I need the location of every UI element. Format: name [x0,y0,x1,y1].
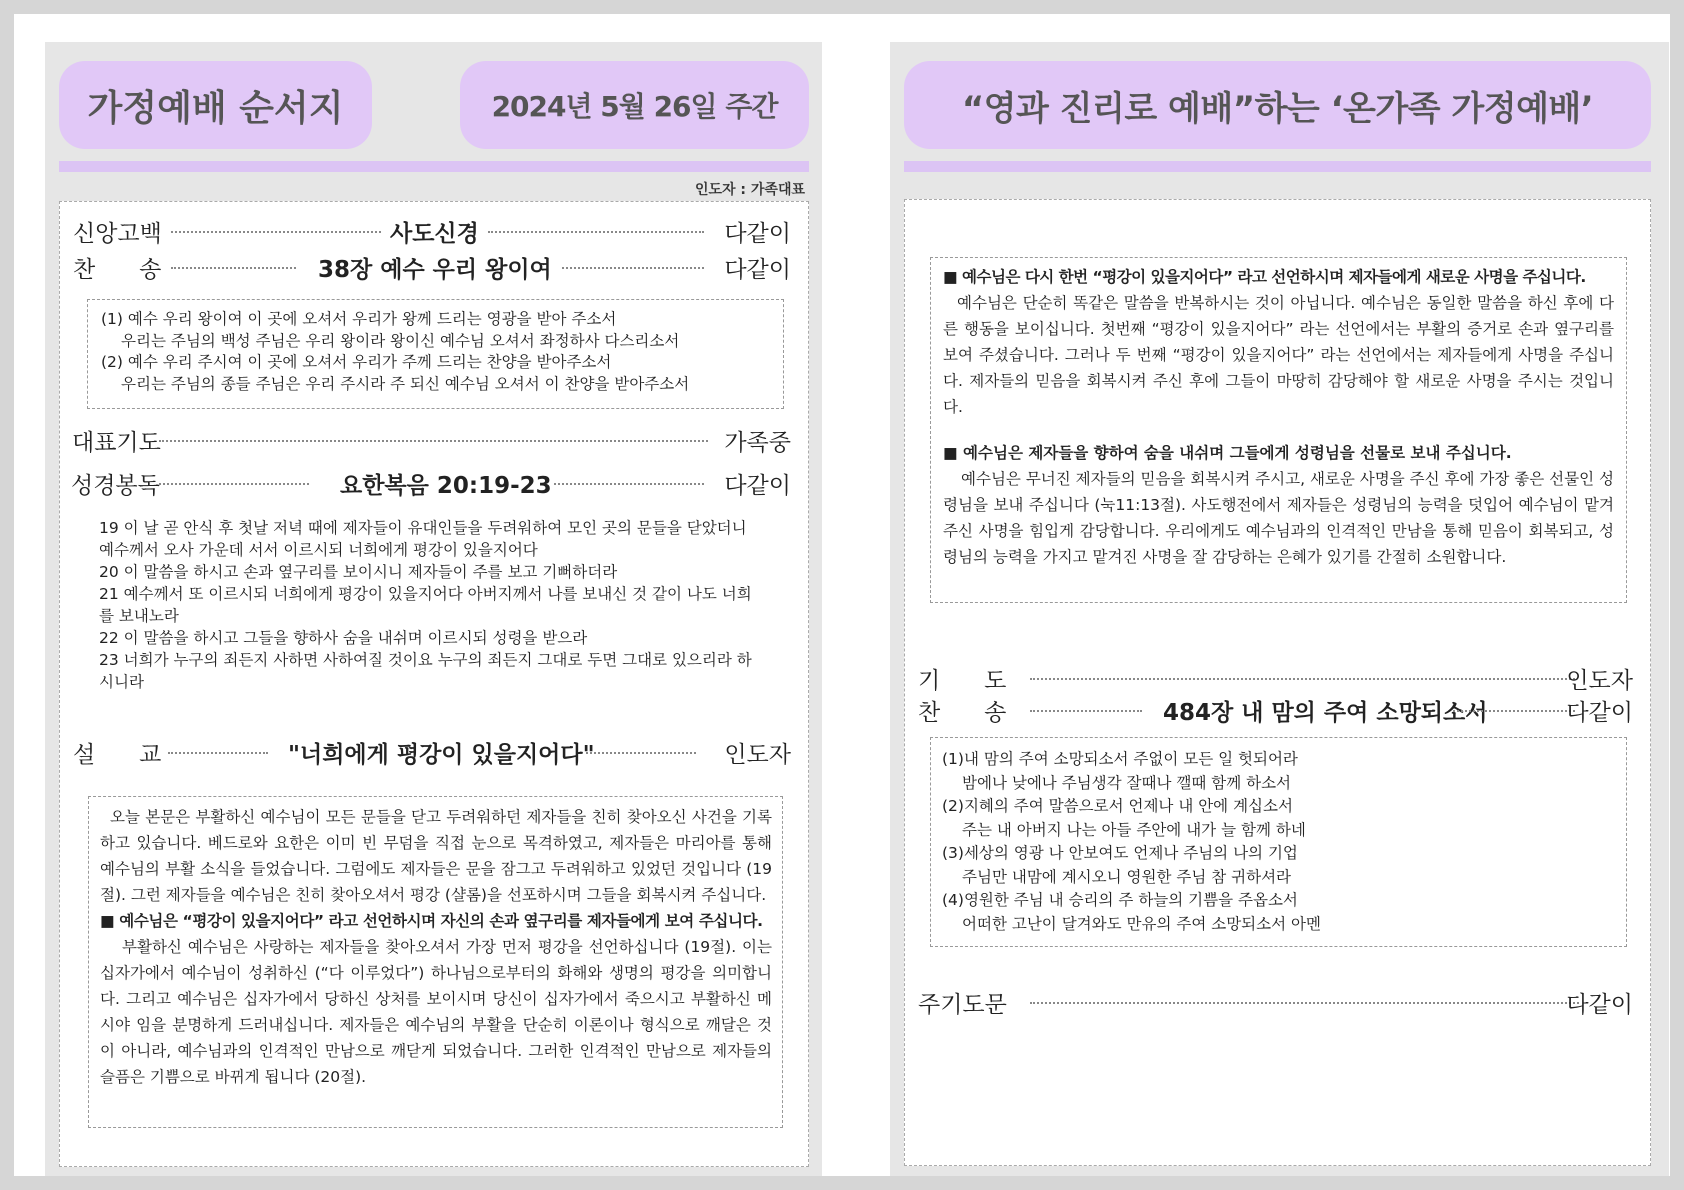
verse-line: 를 보내노라 [99,607,179,625]
lyric-line: 어떠한 고난이 달겨와도 만유의 주여 소망되소서 아멘 [962,914,1321,933]
hymn-who: 다같이 [1566,700,1633,726]
lyric-line: 주님만 내맘에 계시오니 영원한 주님 참 귀하셔라 [962,867,1292,886]
creed-title: 사도신경 [390,221,479,247]
verse-line: 19 이 날 곧 안식 후 첫날 저녁 때에 제자들이 유대인들을 두려워하여 모인 곳의 문들을 닫았더니 [99,519,747,537]
message-box [930,257,1627,603]
verse-line: 시니라 [99,673,144,691]
hymn-row [918,694,1633,724]
creed-row [73,215,791,245]
sermon-title: "너희에게 평강이 있을지어다" [288,742,595,768]
hymn-who: 다같이 [724,257,791,283]
sermon-bullet: ■ 예수님은 “평강이 있을지어다” 라고 선언하시며 자신의 손과 옆구리를 제자들에게 보여 주십니다. [100,912,763,930]
right-title: “영과 진리로 예배”하는 ‘온가족 가정예배’ [904,61,1651,149]
hymn-title: 38장 예수 우리 왕이여 [318,257,552,283]
hymn-label: 찬 송 [73,257,162,283]
divider-bar [59,161,809,172]
message-paragraph-1: 예수님은 단순히 똑같은 말씀을 반복하시는 것이 아닙니다. 예수님은 동일한 말씀을 하신 후에 다른 행동을 보이십니다. 첫번째 “평강이 있을지어다” 라는 선언에서는 부활의 증거로 손과 옆구리를 보여 주셨습니다. 그러나 두 번째 “평강이 있을지어다” 라는 선언에서는 제자들에게 사명을 주십니다. 제자들의 믿음을 회복시켜 주신 후에 그들이 마땅히 감당해야 할 새로운 사명을 주시는 것입니다. [943,294,1614,416]
prayer-who: 인도자 [1566,668,1633,694]
message-bullet-1: ■ 예수님은 다시 한번 “평강이 있을지어다” 라고 선언하시며 제자들에게 새로운 사명을 주십니다. [943,268,1586,286]
lyric-line: (2)지혜의 주여 말씀으로서 언제나 내 안에 계십소서 [942,797,1293,815]
verse-line: 23 너희가 누구의 죄든지 사하면 사하여질 것이요 누구의 죄든지 그대로 두면 그대로 있으리라 하 [99,651,752,669]
left-panel [45,42,822,1176]
lords-prayer-row [918,986,1633,1016]
prayer-row [918,662,1633,692]
right-panel [890,42,1669,1176]
lyric-line: 우리는 주님의 백성 주님은 우리 왕이라 왕이신 예수님 오셔서 좌정하사 다스리소서 [121,331,680,350]
reading-who: 다같이 [724,473,791,499]
message-bullet-2: ■ 예수님은 제자들을 향하여 숨을 내쉬며 그들에게 성령님을 선물로 보내 주십니다. [943,444,1512,462]
message-paragraph-2: 예수님은 무너진 제자들의 믿음을 회복시켜 주시고, 새로운 사명을 주신 후에 가장 좋은 선물인 성령님을 보내 주십니다 (눅11:13절). 사도행전에서 제자들은 성령님의 능력을 덧입어 예수님이 맡겨주신 사명을 힘입게 감당합니다. 우리에게도 예수님과의 인격적인 만남을 통해 믿음이 회복되고, 성령님의 능력을 가지고 맡겨진 사명을 잘 감당하는 은혜가 있기를 간절히 소원합니다. [943,470,1614,566]
page-sheet [14,14,1670,1176]
reading-row [71,467,791,497]
reading-title: 요한복음 20:19-23 [340,473,552,499]
creed-label: 신앙고백 [73,221,162,247]
lyric-line: 밤에나 낮에나 주님생각 잘때나 깰때 함께 하소서 [962,773,1292,792]
sermon-row [73,736,791,766]
verse-line: 22 이 말씀을 하시고 그들을 향하사 숨을 내쉬며 이르시되 성령을 받으라 [99,629,588,647]
lyric-line: 주는 내 아버지 나는 아들 주안에 내가 늘 함께 하네 [962,820,1306,839]
prayer-label: 기 도 [918,668,1007,694]
prayer-label: 대표기도 [72,430,161,456]
scripture-text [99,517,789,693]
lyric-line: (4)영원한 주님 내 승리의 주 하늘의 기쁨을 주옵소서 [942,891,1298,909]
hymn-title: 484장 내 맘의 주여 소망되소서 [1163,700,1488,726]
lyric-line: (1) 예수 우리 왕이여 이 곳에 오셔서 우리가 왕께 드리는 영광을 받아 주소서 [101,310,617,328]
lords-prayer-who: 다같이 [1566,992,1633,1018]
date-badge: 2024년 5월 26일 주간 [460,61,809,149]
lords-prayer-label: 주기도문 [918,992,1007,1018]
lyric-line: 우리는 주님의 종들 주님은 우리 주시라 주 되신 예수님 오셔서 이 찬양을 받아주소서 [121,374,690,393]
left-paper [59,201,809,1167]
lyric-line: (2) 예수 우리 주시여 이 곳에 오셔서 우리가 주께 드리는 찬양을 받아주소서 [101,353,612,371]
hymn-lyrics-box [87,299,784,409]
creed-who: 다같이 [724,221,791,247]
verse-line: 20 이 말씀을 하시고 손과 옆구리를 보이시니 제자들이 주를 보고 기뻐하더라 [99,563,618,581]
sermon-box [88,796,783,1128]
sermon-paragraph-1: 오늘 본문은 부활하신 예수님이 모든 문들을 닫고 두려워하던 제자들을 친히 찾아오신 사건을 기록하고 있습니다. 베드로와 요한은 이미 빈 무덤을 직접 눈으로 목격하였고, 제자들은 마리아를 통해 예수님의 부활 소식을 들었습니다. 그럼에도 제자들은 문을 잠그고 두려워하고 있었던 것입니다 (19절). 그런 제자들을 예수님은 친히 찾아오셔서 평강 (샬롬)을 선포하시며 그들을 회복시켜 주십니다. [100,808,772,904]
prayer-who: 가족중 [724,430,791,456]
verse-line: 예수께서 오사 가운데 서서 이르시되 너희에게 평강이 있을지어다 [99,541,538,559]
prayer-row [72,424,791,454]
sermon-paragraph-2: 부활하신 예수님은 사랑하는 제자들을 찾아오셔서 가장 먼저 평강을 선언하십니다 (19절). 이는 십자가에서 예수님이 성취하신 (“다 이루었다”) 하나님으로부터의 화해와 생명의 평강을 의미합니다. 그리고 예수님은 십자가에서 당하신 상처를 보이시며 당신이 십자가에서 죽으시고 부활하신 메시야 임을 분명하게 드러내십니다. 제자들은 예수님의 부활을 단순히 이론이나 형식으로 깨달은 것이 아니라, 예수님과의 인격적인 만남으로 깨닫게 되었습니다. 그러한 인격적인 만남으로 제자들의 슬픔은 기쁨으로 바뀌게 됩니다 (20절). [100,938,772,1086]
verse-line: 21 예수께서 또 이르시되 너희에게 평강이 있을지어다 아버지께서 나를 보내신 것 같이 나도 너희 [99,585,752,603]
left-title: 가정예배 순서지 [59,61,372,149]
lyric-line: (3)세상의 영광 나 안보여도 언제나 주님의 나의 기업 [942,844,1298,862]
hymn-label: 찬 송 [918,700,1007,726]
hymn-row [73,251,791,281]
hymn-lyrics-box [930,737,1627,947]
divider-bar [904,161,1651,172]
lyric-line: (1)내 맘의 주여 소망되소서 주없이 모든 일 헛되어라 [942,750,1298,768]
right-paper [904,199,1651,1166]
sermon-label: 설 교 [73,742,162,768]
sermon-who: 인도자 [724,742,791,768]
reading-label: 성경봉독 [71,473,160,499]
leader-label: 인도자 : 가족대표 [694,182,805,198]
